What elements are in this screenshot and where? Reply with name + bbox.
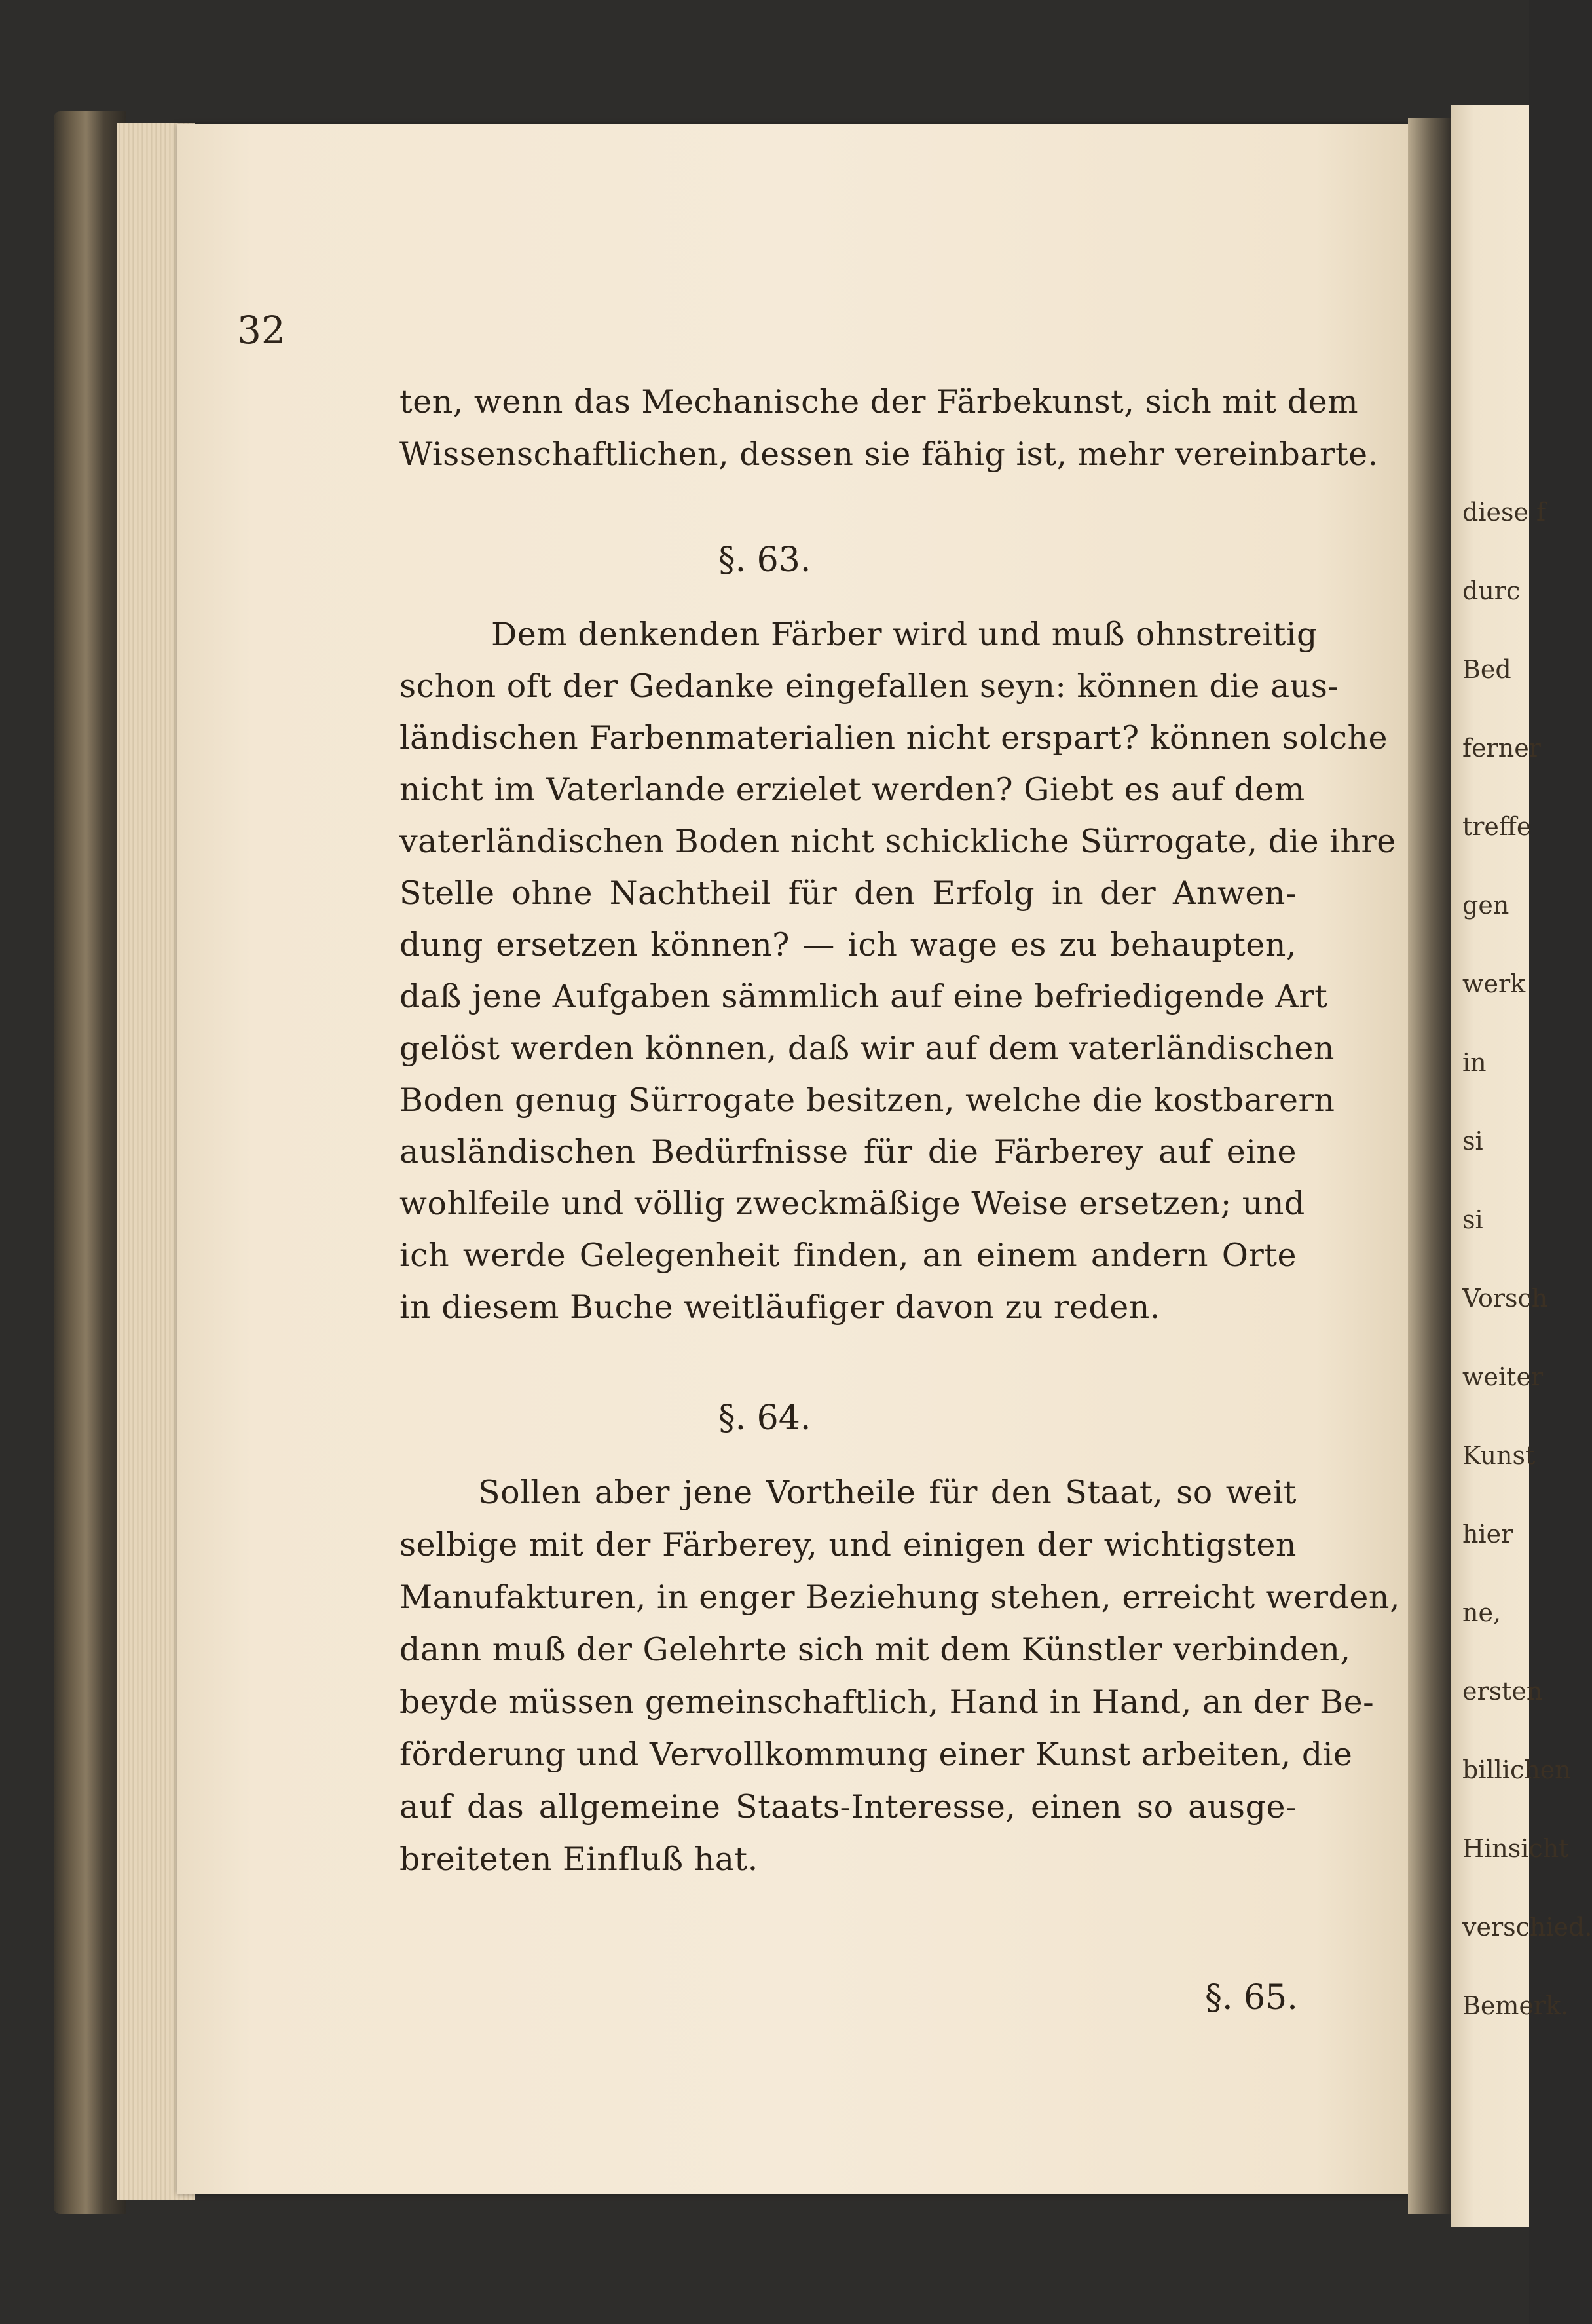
text-line: daß jene Aufgaben sämmlich auf eine befriedigende Art (399, 978, 1328, 1015)
facing-page-text-fragment: billichen (1462, 1755, 1571, 1784)
facing-page-fragment (1451, 105, 1592, 2227)
text-line: breiteten Einfluß hat. (399, 1841, 758, 1878)
facing-page-text-fragment: treffe (1462, 812, 1532, 841)
facing-page-text-fragment: ersten (1462, 1677, 1543, 1706)
facing-page-text-fragment: werk (1462, 969, 1526, 998)
text-line: förderung und Vervollkommung einer Kunst arbeiten, die (399, 1736, 1353, 1773)
text-line: Wissenschaftlichen, dessen sie fähig ist, mehr vereinbarte. (399, 436, 1379, 473)
facing-page-text-fragment: verschied. (1462, 1913, 1592, 1941)
facing-page-text-fragment: Bemerk. (1462, 1991, 1569, 2020)
text-line: dann muß der Gelehrte sich mit dem Künstler verbinden, (399, 1631, 1351, 1668)
facing-page-text-fragment: durc (1462, 576, 1521, 605)
text-line: wohlfeile und völlig zweckmäßige Weise ersetzen; und (399, 1185, 1305, 1222)
text-line: selbige mit der Färberey, und einigen der wichtigsten (399, 1526, 1297, 1564)
facing-page-text-fragment: Hinsicht (1462, 1834, 1569, 1863)
page-number: 32 (237, 308, 286, 352)
book-gutter (1408, 118, 1454, 2214)
text-line: nicht im Vaterlande erzielet werden? Giebt es auf dem (399, 771, 1305, 808)
text-line: Sollen aber jene Vortheile für den Staat, so weit (478, 1474, 1297, 1511)
text-line: gelöst werden können, daß wir auf dem vaterländischen (399, 1030, 1335, 1067)
text-line: ten, wenn das Mechanische der Färbekunst, sich mit dem (399, 383, 1359, 421)
text-line: ausländischen Bedürfnisse für die Färberey auf eine (399, 1133, 1297, 1171)
section-heading-63: §. 63. (718, 540, 811, 580)
facing-page-text-fragment: ferner (1462, 734, 1541, 762)
facing-page-text-fragment: diese f (1462, 498, 1546, 527)
text-line: in diesem Buche weitläufiger davon zu reden. (399, 1288, 1160, 1326)
section-heading-64: §. 64. (718, 1398, 811, 1438)
text-line: dung ersetzen können? — ich wage es zu behaupten, (399, 926, 1297, 964)
text-line: schon oft der Gedanke eingefallen seyn: können die aus- (399, 667, 1339, 705)
facing-page-text-fragment: ne, (1462, 1598, 1502, 1627)
text-line: auf das allgemeine Staats-Interesse, einen so ausge- (399, 1788, 1297, 1826)
facing-page-text-fragment: gen (1462, 891, 1509, 920)
text-line: Dem denkenden Färber wird und muß ohnstreitig (491, 616, 1318, 653)
text-line: beyde müssen gemeinschaftlich, Hand in Hand, an der Be- (399, 1683, 1375, 1721)
facing-page-text-fragment: in (1462, 1048, 1487, 1077)
book-cover-edge (54, 111, 126, 2214)
facing-page-text-fragment: hier (1462, 1520, 1513, 1548)
text-line: vaterländischen Boden nicht schickliche Sürrogate, die ihre (399, 823, 1396, 860)
facing-page-text-fragment: Kunst (1462, 1441, 1536, 1470)
text-line: ich werde Gelegenheit finden, an einem andern Orte (399, 1237, 1297, 1274)
facing-page-text-fragment: si (1462, 1127, 1483, 1155)
text-line: Manufakturen, in enger Beziehung stehen, erreicht werden, (399, 1579, 1401, 1616)
text-line: Boden genug Sürrogate besitzen, welche die kostbarern (399, 1081, 1335, 1119)
text-line: ländischen Farbenmaterialien nicht erspart? können solche (399, 719, 1388, 757)
facing-page-text-fragment: Bed (1462, 655, 1511, 684)
facing-page-text-fragment: si (1462, 1205, 1483, 1234)
catchword: §. 65. (1205, 1978, 1298, 2017)
facing-page-text-fragment: Vorsch (1462, 1284, 1548, 1313)
text-line: Stelle ohne Nachtheil für den Erfolg in der Anwen- (399, 874, 1297, 912)
facing-page-text-fragment: weiter (1462, 1362, 1544, 1391)
